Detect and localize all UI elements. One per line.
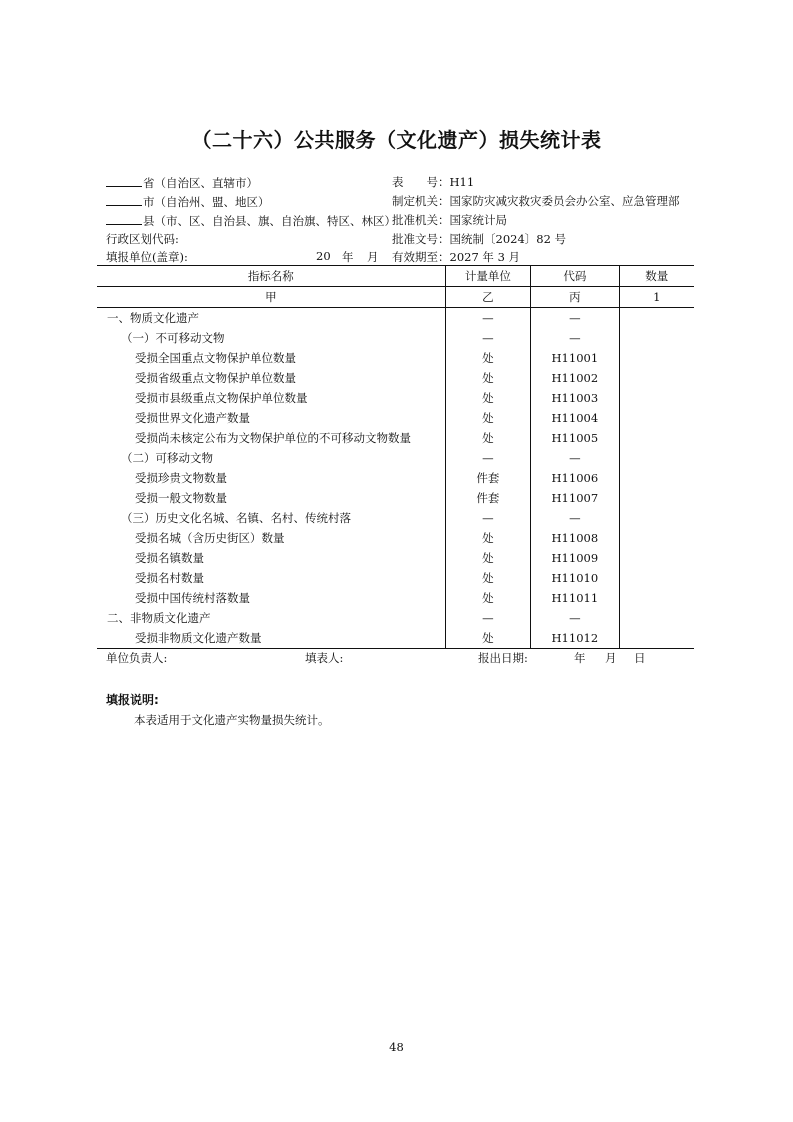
row-unit: 处 — [445, 568, 531, 588]
row-unit: — — [445, 308, 531, 329]
row-unit: 处 — [445, 408, 531, 428]
row-unit: — — [445, 508, 531, 528]
row-unit: 处 — [445, 528, 531, 548]
table-row — [97, 368, 694, 388]
approver-authority: 批准机关：国家统计局 — [392, 213, 507, 227]
table-row — [97, 488, 694, 508]
table-row — [97, 468, 694, 488]
row-quantity-cell[interactable] — [619, 508, 694, 528]
report-month-label: 月 — [605, 651, 617, 665]
row-code: H11012 — [531, 628, 619, 649]
row-name: 受损名村数量 — [135, 571, 204, 585]
notes-title: 填报说明: — [106, 693, 159, 707]
table-row — [97, 348, 694, 368]
subheader-unit: 乙 — [445, 287, 531, 308]
row-code: H11011 — [531, 588, 619, 608]
table-row — [97, 588, 694, 608]
table-row — [97, 308, 694, 329]
row-unit: 处 — [445, 388, 531, 408]
row-name: 受损省级重点文物保护单位数量 — [135, 371, 296, 385]
city-line — [106, 193, 270, 210]
row-name: （二）可移动文物 — [121, 451, 213, 465]
row-name: （三）历史文化名城、名镇、名村、传统村落 — [121, 511, 351, 525]
report-date-label: 报出日期: — [478, 651, 528, 665]
row-quantity-cell[interactable] — [619, 348, 694, 368]
head-of-unit-label: 单位负责人: — [106, 651, 168, 665]
county-line — [106, 212, 396, 229]
row-code: H11007 — [531, 488, 619, 508]
table-row — [97, 448, 694, 468]
row-name: 受损中国传统村落数量 — [135, 591, 250, 605]
filler-unit-label: 填报单位(盖章): — [106, 250, 188, 264]
row-name: 受损一般文物数量 — [135, 491, 227, 505]
table-row — [97, 428, 694, 448]
table-row — [97, 508, 694, 528]
row-unit: 处 — [445, 428, 531, 448]
fill-year-prefix: 20 — [316, 249, 331, 263]
row-unit: 处 — [445, 348, 531, 368]
form-filler-label: 填表人: — [305, 651, 344, 665]
row-quantity-cell[interactable] — [619, 308, 694, 329]
header-indicator: 指标名称 — [97, 266, 445, 287]
row-name: 受损名城（含历史街区）数量 — [135, 531, 285, 545]
row-code: H11001 — [531, 348, 619, 368]
row-code: H11009 — [531, 548, 619, 568]
report-day-label: 日 — [634, 651, 646, 665]
row-unit: 处 — [445, 368, 531, 388]
row-code: — — [531, 508, 619, 528]
table-row — [97, 568, 694, 588]
row-code: H11006 — [531, 468, 619, 488]
row-code: H11010 — [531, 568, 619, 588]
subheader-quantity: 1 — [619, 287, 694, 308]
row-code: H11008 — [531, 528, 619, 548]
row-quantity-cell[interactable] — [619, 528, 694, 548]
row-quantity-cell[interactable] — [619, 548, 694, 568]
page-title: （二十六）公共服务（文化遗产）损失统计表 — [191, 128, 602, 152]
header-quantity: 数量 — [619, 266, 694, 287]
row-code: H11005 — [531, 428, 619, 448]
province-label: 省（自治区、直辖市） — [143, 176, 258, 190]
header-code: 代码 — [531, 266, 619, 287]
header-row — [97, 266, 694, 287]
row-unit: 件套 — [445, 468, 531, 488]
row-unit: — — [445, 328, 531, 348]
city-blank[interactable] — [106, 193, 142, 206]
table-row — [97, 328, 694, 348]
fill-month-label: 月 — [367, 250, 379, 264]
row-name: 受损市县级重点文物保护单位数量 — [135, 391, 308, 405]
row-name: 受损全国重点文物保护单位数量 — [135, 351, 296, 365]
row-name: 受损珍贵文物数量 — [135, 471, 227, 485]
row-name: 受损世界文化遗产数量 — [135, 411, 250, 425]
row-quantity-cell[interactable] — [619, 368, 694, 388]
table-row — [97, 528, 694, 548]
maker-authority: 制定机关：国家防灾减灾救灾委员会办公室、应急管理部 — [392, 194, 680, 208]
county-label: 县（市、区、自治县、旗、自治旗、特区、林区） — [143, 214, 396, 228]
province-line — [106, 174, 258, 191]
row-code: — — [531, 308, 619, 329]
header-unit: 计量单位 — [445, 266, 531, 287]
row-quantity-cell[interactable] — [619, 428, 694, 448]
province-blank[interactable] — [106, 174, 142, 187]
row-quantity-cell[interactable] — [619, 448, 694, 468]
row-unit: 件套 — [445, 488, 531, 508]
table-row — [97, 388, 694, 408]
row-quantity-cell[interactable] — [619, 388, 694, 408]
table-row — [97, 628, 694, 649]
row-name: 一、物质文化遗产 — [107, 311, 199, 325]
row-name: 受损尚未核定公布为文物保护单位的不可移动文物数量 — [135, 431, 411, 445]
row-code: — — [531, 328, 619, 348]
table-row — [97, 548, 694, 568]
row-name: 受损非物质文化遗产数量 — [97, 628, 445, 649]
valid-until: 有效期至：2027 年 3 月 — [392, 250, 521, 264]
row-code: H11002 — [531, 368, 619, 388]
city-label: 市（自治州、盟、地区） — [143, 195, 270, 209]
row-unit: 处 — [445, 588, 531, 608]
notes-text: 本表适用于文化遗产实物量损失统计。 — [134, 713, 330, 727]
loss-statistics-table — [97, 265, 694, 649]
row-name: 受损名镇数量 — [135, 551, 204, 565]
subheader-code: 丙 — [531, 287, 619, 308]
row-quantity-cell[interactable] — [619, 608, 694, 628]
row-quantity-cell[interactable] — [619, 588, 694, 608]
row-code: H11003 — [531, 388, 619, 408]
approval-doc-number: 批准文号：国统制〔2024〕82 号 — [392, 232, 567, 246]
report-year-label: 年 — [574, 651, 586, 665]
row-unit: 处 — [445, 628, 531, 649]
table-number: 表 号：H11 — [392, 175, 475, 189]
row-name: 二、非物质文化遗产 — [107, 611, 211, 625]
row-quantity-cell[interactable] — [619, 568, 694, 588]
county-blank[interactable] — [106, 212, 142, 225]
row-code: H11004 — [531, 408, 619, 428]
table-row — [97, 408, 694, 428]
subheader-row — [97, 287, 694, 308]
division-code-label: 行政区划代码: — [106, 232, 179, 246]
row-quantity-cell[interactable] — [619, 328, 694, 348]
row-unit: — — [445, 448, 531, 468]
row-unit: 处 — [445, 548, 531, 568]
fill-year-label: 年 — [342, 250, 354, 264]
subheader-indicator: 甲 — [97, 287, 445, 308]
row-name: （一）不可移动文物 — [121, 331, 225, 345]
page-number: 48 — [389, 1040, 404, 1054]
row-quantity-cell[interactable] — [619, 408, 694, 428]
table-row — [97, 608, 694, 628]
row-code: — — [531, 448, 619, 468]
row-quantity-cell[interactable] — [619, 468, 694, 488]
row-quantity-cell[interactable] — [619, 488, 694, 508]
row-unit: — — [445, 608, 531, 628]
row-quantity-cell[interactable] — [619, 628, 694, 649]
row-code: — — [531, 608, 619, 628]
